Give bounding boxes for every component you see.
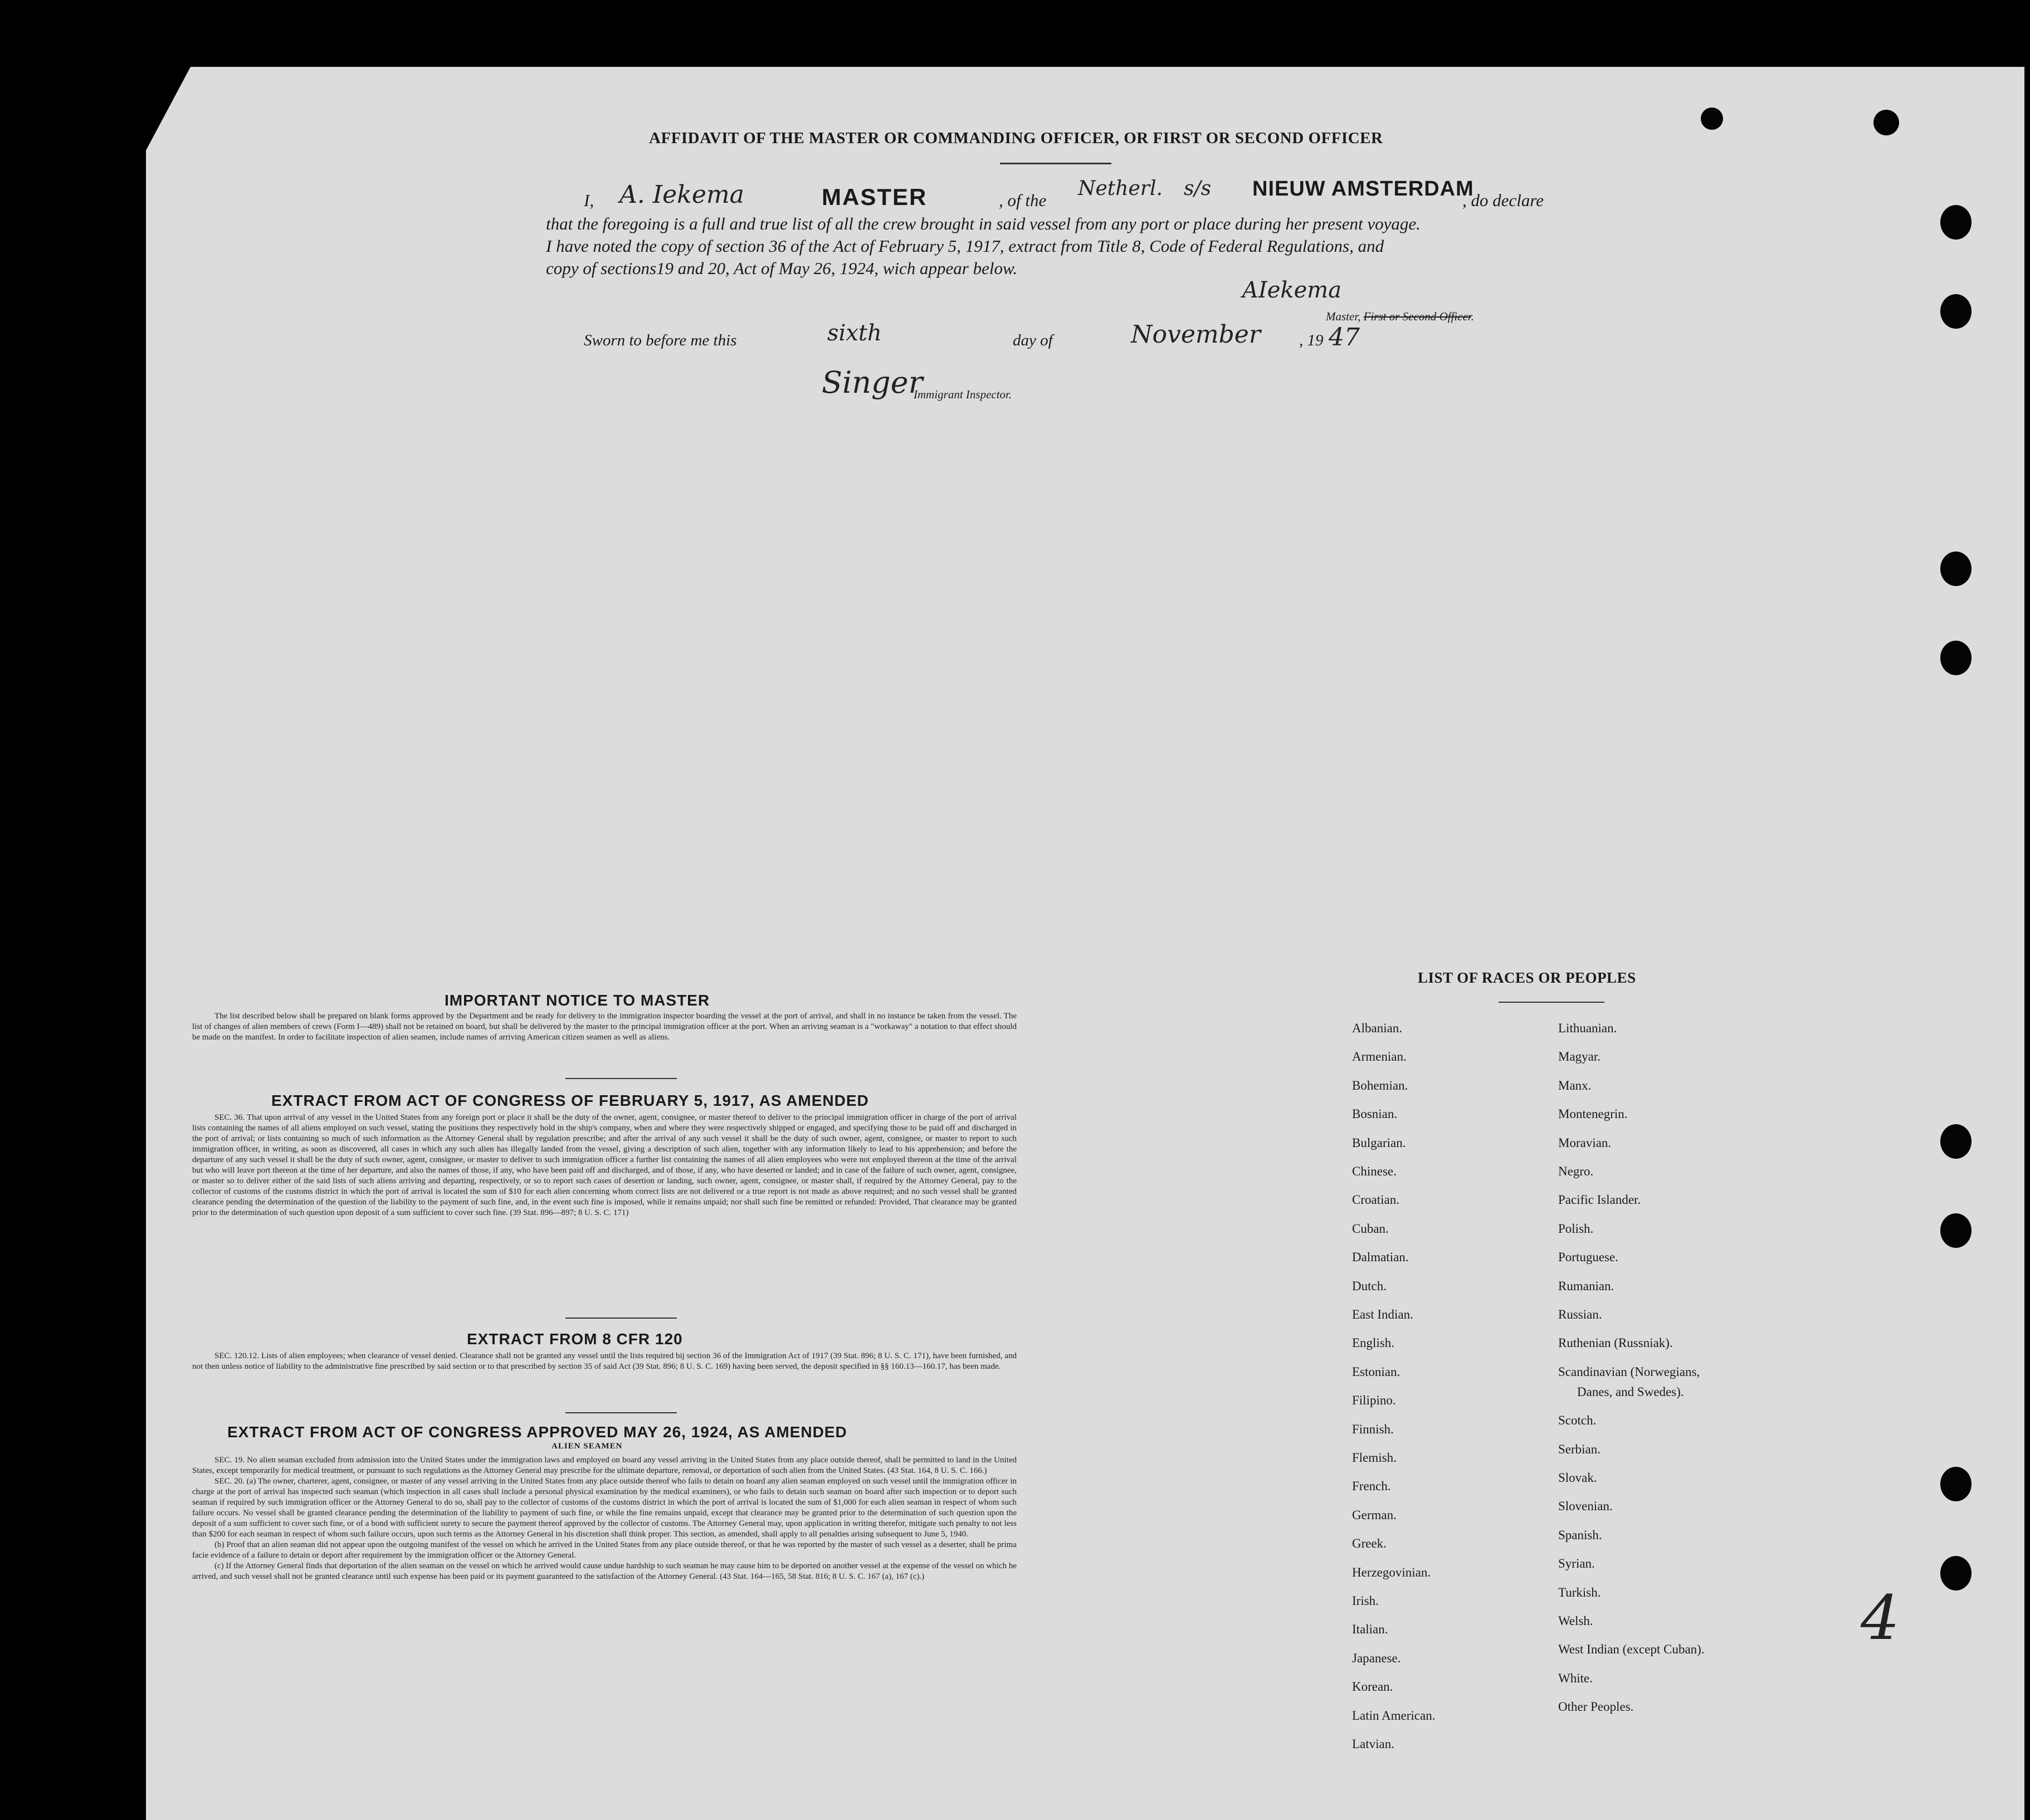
day-of-label: day of	[1013, 331, 1053, 349]
extract-1917-title: EXTRACT FROM ACT OF CONGRESS OF FEBRUARY 5, 1917, AS AMENDED	[271, 1092, 869, 1109]
vessel-name-stamp: NIEUW AMSTERDAM	[1252, 177, 1474, 201]
inspector-signature: Singer	[822, 365, 923, 400]
extract-1917-text	[192, 1113, 1017, 1218]
race-item: Latvian.	[1352, 1737, 1394, 1751]
race-item: Italian.	[1352, 1622, 1388, 1637]
punch-hole	[1940, 1467, 1972, 1501]
race-item: Manx.	[1558, 1078, 1592, 1092]
punch-hole	[1940, 1213, 1972, 1248]
race-item: Finnish.	[1352, 1422, 1394, 1436]
race-item: Dalmatian.	[1352, 1250, 1409, 1265]
race-item: Syrian.	[1558, 1556, 1595, 1571]
punch-hole	[1940, 205, 1972, 240]
extract-1924-subtitle: ALIEN SEAMEN	[552, 1442, 623, 1451]
race-item: Slovak.	[1558, 1471, 1597, 1485]
extract-1924-sec20c: (c) If the Attorney General finds that deportation of the alien seaman on the vessel on which he arrived would cause undue hardship to such seaman he may cause him to be deported on another vessel at the expense of the vessel on which he arrived, and such vessel shall not be granted clearance until such expense has been paid or its payment guaranteed to the satisfaction of the Attorney General. (43 Stat. 164—165, 58 Stat. 816; 8 U. S. C. 167 (a), 167 (c).)	[192, 1562, 1017, 1581]
extract-1924-title: EXTRACT FROM ACT OF CONGRESS APPROVED MAY 26, 1924, AS AMENDED	[227, 1423, 847, 1441]
race-item: Moravian.	[1558, 1135, 1612, 1150]
punch-hole	[1940, 641, 1972, 675]
race-item: Russian.	[1558, 1307, 1602, 1321]
race-item: Spanish.	[1558, 1528, 1602, 1542]
margin-mark-handwritten: 4	[1861, 1582, 1900, 1653]
race-item: Rumanian.	[1558, 1279, 1614, 1293]
races-title: LIST OF RACES OR PEOPLES	[1418, 969, 1636, 986]
punch-hole	[1940, 1124, 1972, 1159]
race-item: Danes, and Swedes).	[1577, 1384, 1684, 1399]
officer-caption	[1326, 310, 1474, 324]
extract-1924-sec19: SEC. 19. No alien seaman excluded from admission into the United States under the immigration laws and employed on board any vessel arriving in the United States from any place outside thereof, shall be permitted to land in the United States, except temporarily for medical treatment, or pursuant to such regulations as the Attorney General may prescribe for the ultimate departure, removal, or deportation of such alien from the United States. (43 Stat. 164, 8 U. S. C. 166.)	[192, 1456, 1017, 1475]
race-item: Welsh.	[1558, 1614, 1593, 1628]
punch-hole	[1940, 294, 1972, 329]
race-item: Greek.	[1352, 1536, 1387, 1551]
race-item: Croatian.	[1352, 1193, 1399, 1207]
punch-hole	[1940, 1556, 1972, 1590]
race-item: Polish.	[1558, 1221, 1594, 1236]
notice-text	[192, 1011, 1017, 1043]
race-item: Portuguese.	[1558, 1250, 1618, 1265]
rank-stamp: MASTER	[822, 184, 928, 210]
extract-1924-sec20a: SEC. 20. (a) The owner, charterer, agent, consignee, or master of any vessel arriving in the United States from any place outside thereof who fails to detain on board any alien seaman employed on such vessel until the immigration officer in charge at the port of arrival has inspected such seaman (which inspection in all cases shall include a personal physical examination by the medical examiners), or who fails to detain such seaman on board after such inspection or to deport such seaman if required by such immigration officer or the Attorney General to do so, shall pay to the collector of customs of the customs district in which the port of arrival is located the sum of $1,000 for each alien seaman in respect of whom such failure occurs. No vessel shall be granted clearance pending the determination of the liability to payment of such fine, or while the fine remains unpaid, except that clearance may be granted prior to the determination of such question upon the deposit of a sum sufficient to cover such fine, or of a bond with sufficient surety to secure the payment thereof approved by the collector of customs. The Attorney General may, upon application in writing therefor, mitigate such penalty to not less than $200 for each seaman in respect of whom such failure occurs, upon such terms as the Attorney General in his discretion shall think proper. This section, as amended, shall apply to all penalties arising subsequent to June 5, 1940.	[192, 1477, 1017, 1539]
race-item: Albanian.	[1352, 1021, 1403, 1035]
section-rule	[565, 1318, 677, 1319]
officer-caption-end: .	[1471, 310, 1474, 323]
race-item: Other Peoples.	[1558, 1700, 1634, 1714]
race-item: Bohemian.	[1352, 1078, 1408, 1092]
race-item: Chinese.	[1352, 1164, 1397, 1178]
extract-cfr-text	[192, 1351, 1017, 1372]
extract-1917-paragraph: SEC. 36. That upon arrival of any vessel in the United States from any foreign port or place it shall be the duty of the owner, agent, consignee, or master thereof to deliver to the principal immigration officer in charge of the port of arrival lists containing the names of all aliens employed on such vessel, stating the positions they respectively hold in the ship's company, when and where they were respectively shipped or engaged, and specifying those to be paid off and discharged in the port of arrival; or lists containing so much of such information as the Attorney General shall by regulation prescribe; and after the arrival of any such vessel it shall be the duty of such owner, agent, consignee, or master to report to such immigration officer, in writing, as soon as discovered, all cases in which any such alien has illegally landed from the vessel, giving a description of such alien, together with any information likely to lead to his apprehension; and before the departure of any such vessel it shall be the duty of such owner, agent, consignee, or master to deliver to such immigration officer a further list containing the names of all alien employees who were not employed thereon at the time of the arrival but who will leave port thereon at the time of her departure, and also the names of those, if any, who have been paid off and discharged, and of those, if any, who have deserted or landed; and in case of the failure of such owner, agent, consignee, or master so to deliver either of the said lists of such aliens arriving and departing, respectively, or so to report such cases of desertion or landing, such owner, agent, consignee, or master shall, if required by the Attorney General, pay to the collector of customs of the customs district in which the port of arrival is located the sum of $10 for each alien concerning whom correct lists are not delivered or a true report is not made as above required; and no such vessel shall be granted clearance pending the determination of the question of the liability to the payment of such fine, and, in the event such fine is imposed, while it remains unpaid; nor shall such fine be remitted or refunded: Provided, That clearance may be granted prior to the determination of such question upon deposit of a sum sufficient to cover such fine. (39 Stat. 896—897; 8 U. S. C. 171)	[192, 1113, 1017, 1217]
affidavit-title: AFFIDAVIT OF THE MASTER OR COMMANDING OFFICER, OR FIRST OR SECOND OFFICER	[649, 129, 1383, 147]
race-item: Bulgarian.	[1352, 1135, 1406, 1150]
extract-1924-sec20b: (b) Proof that an alien seaman did not appear upon the outgoing manifest of the vessel on which he arrived in the United States from any place outside thereof, or that he was reported by the master of such vessel as a deserter, shall be prima facie evidence of a failure to detain or deport after requirement by the immigration officer or the Attorney General.	[192, 1540, 1017, 1560]
race-item: Filipino.	[1352, 1393, 1396, 1408]
master-signature: AIekema	[1242, 277, 1342, 303]
affidavit-line-3: I have noted the copy of section 36 of the Act of February 5, 1917, extract from Title 8, Code of Federal Regulations, and	[546, 236, 1384, 256]
race-item: Latin American.	[1352, 1708, 1436, 1723]
extract-cfr-title: EXTRACT FROM 8 CFR 120	[467, 1330, 683, 1348]
race-item: Pacific Islander.	[1558, 1193, 1641, 1207]
punch-hole	[1940, 552, 1972, 586]
extract-1924-text	[192, 1455, 1017, 1582]
punch-hole	[1873, 110, 1899, 135]
punch-hole	[1701, 108, 1723, 130]
race-item: Flemish.	[1352, 1451, 1397, 1465]
nationality-handwritten: Netherl.	[1078, 177, 1163, 200]
race-item: Herzegovinian.	[1352, 1565, 1431, 1579]
race-item: Serbian.	[1558, 1442, 1601, 1456]
race-item: Armenian.	[1352, 1050, 1407, 1064]
section-rule	[565, 1412, 677, 1413]
race-item: Magyar.	[1558, 1050, 1601, 1064]
race-item: Turkish.	[1558, 1585, 1601, 1599]
vessel-type-handwritten: s/s	[1184, 177, 1212, 200]
race-item: East Indian.	[1352, 1307, 1413, 1321]
do-declare-label: , do declare	[1462, 191, 1544, 210]
master-name-handwritten: A. Iekema	[619, 180, 744, 209]
race-item: Negro.	[1558, 1164, 1594, 1178]
officer-caption-struck: First or Second Officer	[1363, 310, 1471, 323]
sworn-day-handwritten: sixth	[827, 320, 882, 346]
year-handwritten: 47	[1329, 323, 1360, 352]
race-item: Ruthenian (Russniak).	[1558, 1336, 1673, 1350]
inspector-caption: Immigrant Inspector.	[914, 388, 1012, 401]
title-rule	[1000, 163, 1111, 164]
affidavit-line-2: that the foregoing is a full and true list of all the crew brought in said vessel from any port or place during her present voyage.	[546, 214, 1421, 233]
race-item: Scotch.	[1558, 1413, 1597, 1428]
race-item: Irish.	[1352, 1594, 1379, 1608]
section-rule	[565, 1078, 677, 1079]
race-item: Cuban.	[1352, 1221, 1389, 1236]
race-item: Bosnian.	[1352, 1107, 1398, 1121]
affidavit-line-4: copy of sections19 and 20, Act of May 26, 1924, wich appear below.	[546, 258, 1018, 278]
sworn-month-handwritten: November	[1131, 320, 1261, 349]
torn-corner	[146, 67, 191, 150]
race-item: Slovenian.	[1558, 1499, 1613, 1514]
races-title-rule	[1499, 1002, 1604, 1003]
race-item: Lithuanian.	[1558, 1021, 1617, 1035]
race-item: Korean.	[1352, 1680, 1393, 1694]
of-the-label: , of the	[999, 191, 1047, 210]
notice-title: IMPORTANT NOTICE TO MASTER	[445, 992, 710, 1009]
sworn-label: Sworn to before me this	[584, 331, 737, 349]
race-item: White.	[1558, 1671, 1593, 1685]
race-item: Japanese.	[1352, 1651, 1401, 1665]
notice-paragraph: The list described below shall be prepared on blank forms approved by the Department and be ready for delivery to the immigration inspector boarding the vessel at the port of arrival, and shall in no instance be taken from the vessel. The list of changes of alien members of crews (Form I—489) shall not be retained on board, but shall be delivered by the master to the principal immigration officer at the port. When an arriving seaman is a "workaway" a notation to that effect should be made on the manifest. In order to facilitate inspection of alien seamen, include names of arriving American citizen seamen as well as aliens.	[192, 1012, 1017, 1042]
race-item: German.	[1352, 1507, 1397, 1522]
race-item: English.	[1352, 1336, 1395, 1350]
affidavit-i: I,	[584, 191, 594, 210]
race-item: Dutch.	[1352, 1279, 1387, 1293]
race-item: French.	[1352, 1479, 1391, 1494]
extract-cfr-paragraph: SEC. 120.12. Lists of alien employees; when clearance of vessel denied. Clearance shall not be granted any vessel until the lists required bij section 36 of the Immigration Act of 1917 (39 Stat. 896; 8 U. S. C. 171), have been furnished, and not then unless notice of liability to the administrative fine prescribed by said section or to that prescribed by section 35 of said Act (39 Stat. 896; 8 U. S. C. 169) having been served, the deposit specified in §§ 160.13—160.17, has been made.	[192, 1351, 1017, 1371]
race-item: Scandinavian (Norwegians,	[1558, 1364, 1700, 1379]
year-prefix: , 19	[1299, 331, 1324, 349]
race-item: West Indian (except Cuban).	[1558, 1642, 1705, 1657]
officer-caption-master: Master,	[1326, 310, 1361, 323]
race-item: Montenegrin.	[1558, 1107, 1628, 1121]
race-item: Estonian.	[1352, 1364, 1400, 1379]
